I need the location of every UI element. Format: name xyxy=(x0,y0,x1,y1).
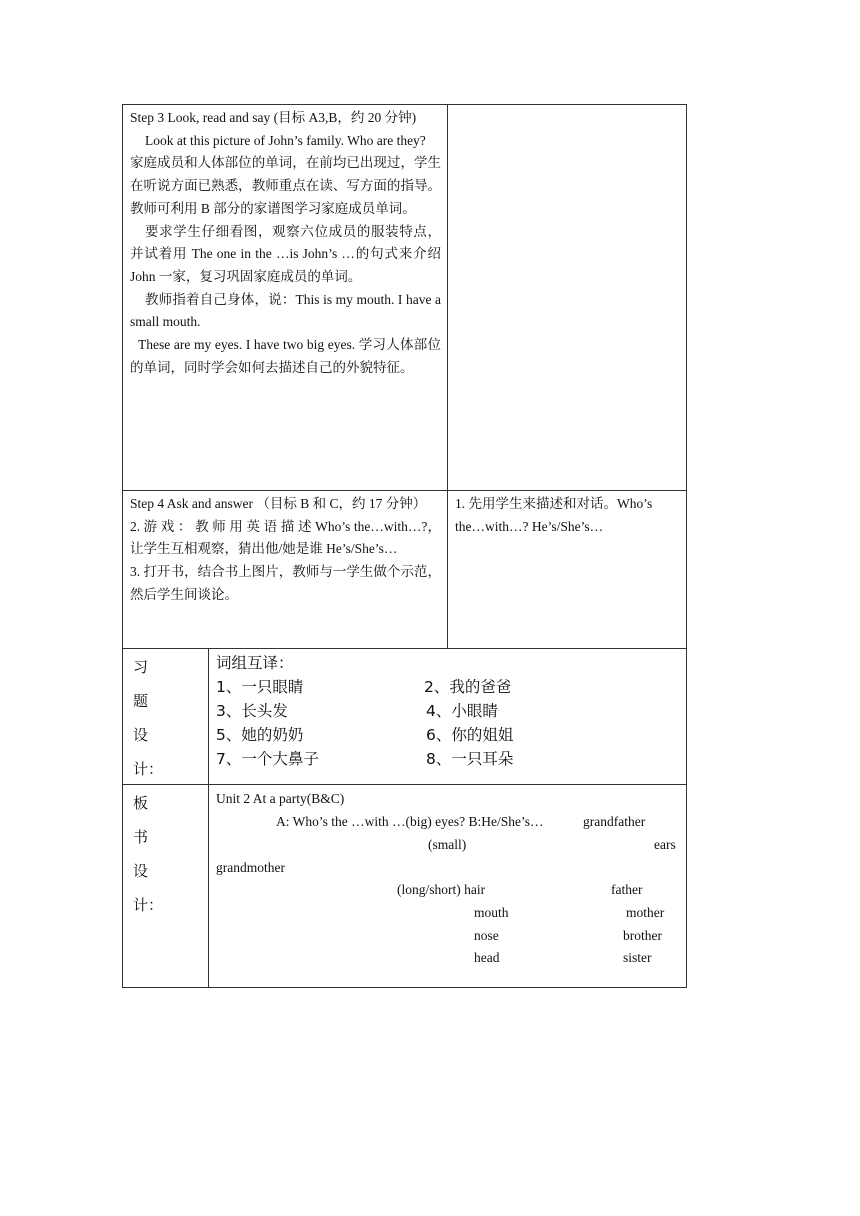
board-word: mouth xyxy=(474,905,509,920)
step3-paragraph: 教师指着自己身体，说：This is my mouth. I have a small mouth. xyxy=(130,291,441,330)
row-divider xyxy=(123,490,686,491)
board-word: nose xyxy=(474,928,499,943)
step4-title: Step 4 Ask and answer （目标 B 和 C，约 17 分钟） xyxy=(130,496,427,511)
board-label: 板 书 设 计： xyxy=(133,794,164,914)
exercise-content xyxy=(216,651,676,771)
step3-question: Look at this picture of John’s family. Who are they? xyxy=(145,132,426,148)
board-word: grandmother xyxy=(216,860,285,875)
board-word: ears xyxy=(654,837,676,852)
lesson-plan-table xyxy=(122,104,687,988)
exercise-label: 习 题 设 计： xyxy=(133,658,164,778)
exercise-item: 8、一只耳朵 xyxy=(426,750,514,768)
exercise-row xyxy=(216,675,676,699)
exercise-item: 4、小眼睛 xyxy=(426,702,498,720)
step3-paragraph: These are my eyes. I have two big eyes. 学习人体部位的单词，同时学会如何去描述自己的外貌特征。 xyxy=(130,337,441,375)
board-sentence: A: Who’s the …with …(big) eyes? B:He/She’s… xyxy=(276,814,544,829)
exercise-item: 1、一只眼睛 xyxy=(216,678,304,696)
step4-item: 2. 游 戏 ： 教 师 用 英 语 描 述 Who’s the…with…?，让学生互相观察，猜出他/她是谁 He’s/She’s… xyxy=(130,518,441,557)
step3-paragraph: 要求学生仔细看图，观察六位成员的服装特点，并试着用 The one in the …is John’s …的句式来介绍 John 一家，复习巩固家庭成员的单词。 xyxy=(130,223,441,284)
board-word: mother xyxy=(626,905,665,920)
step3-paragraph: 家庭成员和人体部位的单词，在前均已出现过，学生在听说方面已熟悉，教师重点在读、写方面的指导。教师可利用 B 部分的家谱图学习家庭成员单词。 xyxy=(130,155,441,216)
board-word: sister xyxy=(623,950,652,965)
board-word: grandfather xyxy=(583,814,646,829)
board-title: Unit 2 At a party(B&C) xyxy=(216,791,345,806)
exercise-row xyxy=(216,723,676,747)
column-divider xyxy=(208,648,209,987)
exercise-item: 5、她的奶奶 xyxy=(216,726,304,744)
board-word: (small) xyxy=(428,837,467,852)
board-word: head xyxy=(474,950,500,965)
step4-cell xyxy=(130,493,441,607)
exercise-item: 6、你的姐姐 xyxy=(426,726,514,744)
step4-item: 3. 打开书，结合书上图片，教师与一学生做个示范，然后学生间谈论。 xyxy=(130,564,441,602)
step3-cell xyxy=(130,107,441,379)
column-divider xyxy=(447,105,448,648)
board-word: father xyxy=(611,882,643,897)
board-word: (long/short) hair xyxy=(397,882,486,897)
step3-title: Step 3 Look, read and say (目标 A3,B，约 20 分钟) xyxy=(130,110,417,125)
exercise-item: 7、一个大鼻子 xyxy=(216,750,319,768)
board-word: brother xyxy=(623,928,662,943)
exercise-heading: 词组互译： xyxy=(216,654,294,672)
exercise-row xyxy=(216,699,676,723)
step4-notes: 1. 先用学生来描述和对话。Who’s the…with…? He’s/She’s… xyxy=(455,496,653,534)
exercise-row xyxy=(216,747,676,771)
exercise-item: 3、长头发 xyxy=(216,702,288,720)
exercise-item: 2、我的爸爸 xyxy=(424,678,512,696)
step4-notes-cell xyxy=(455,493,681,538)
